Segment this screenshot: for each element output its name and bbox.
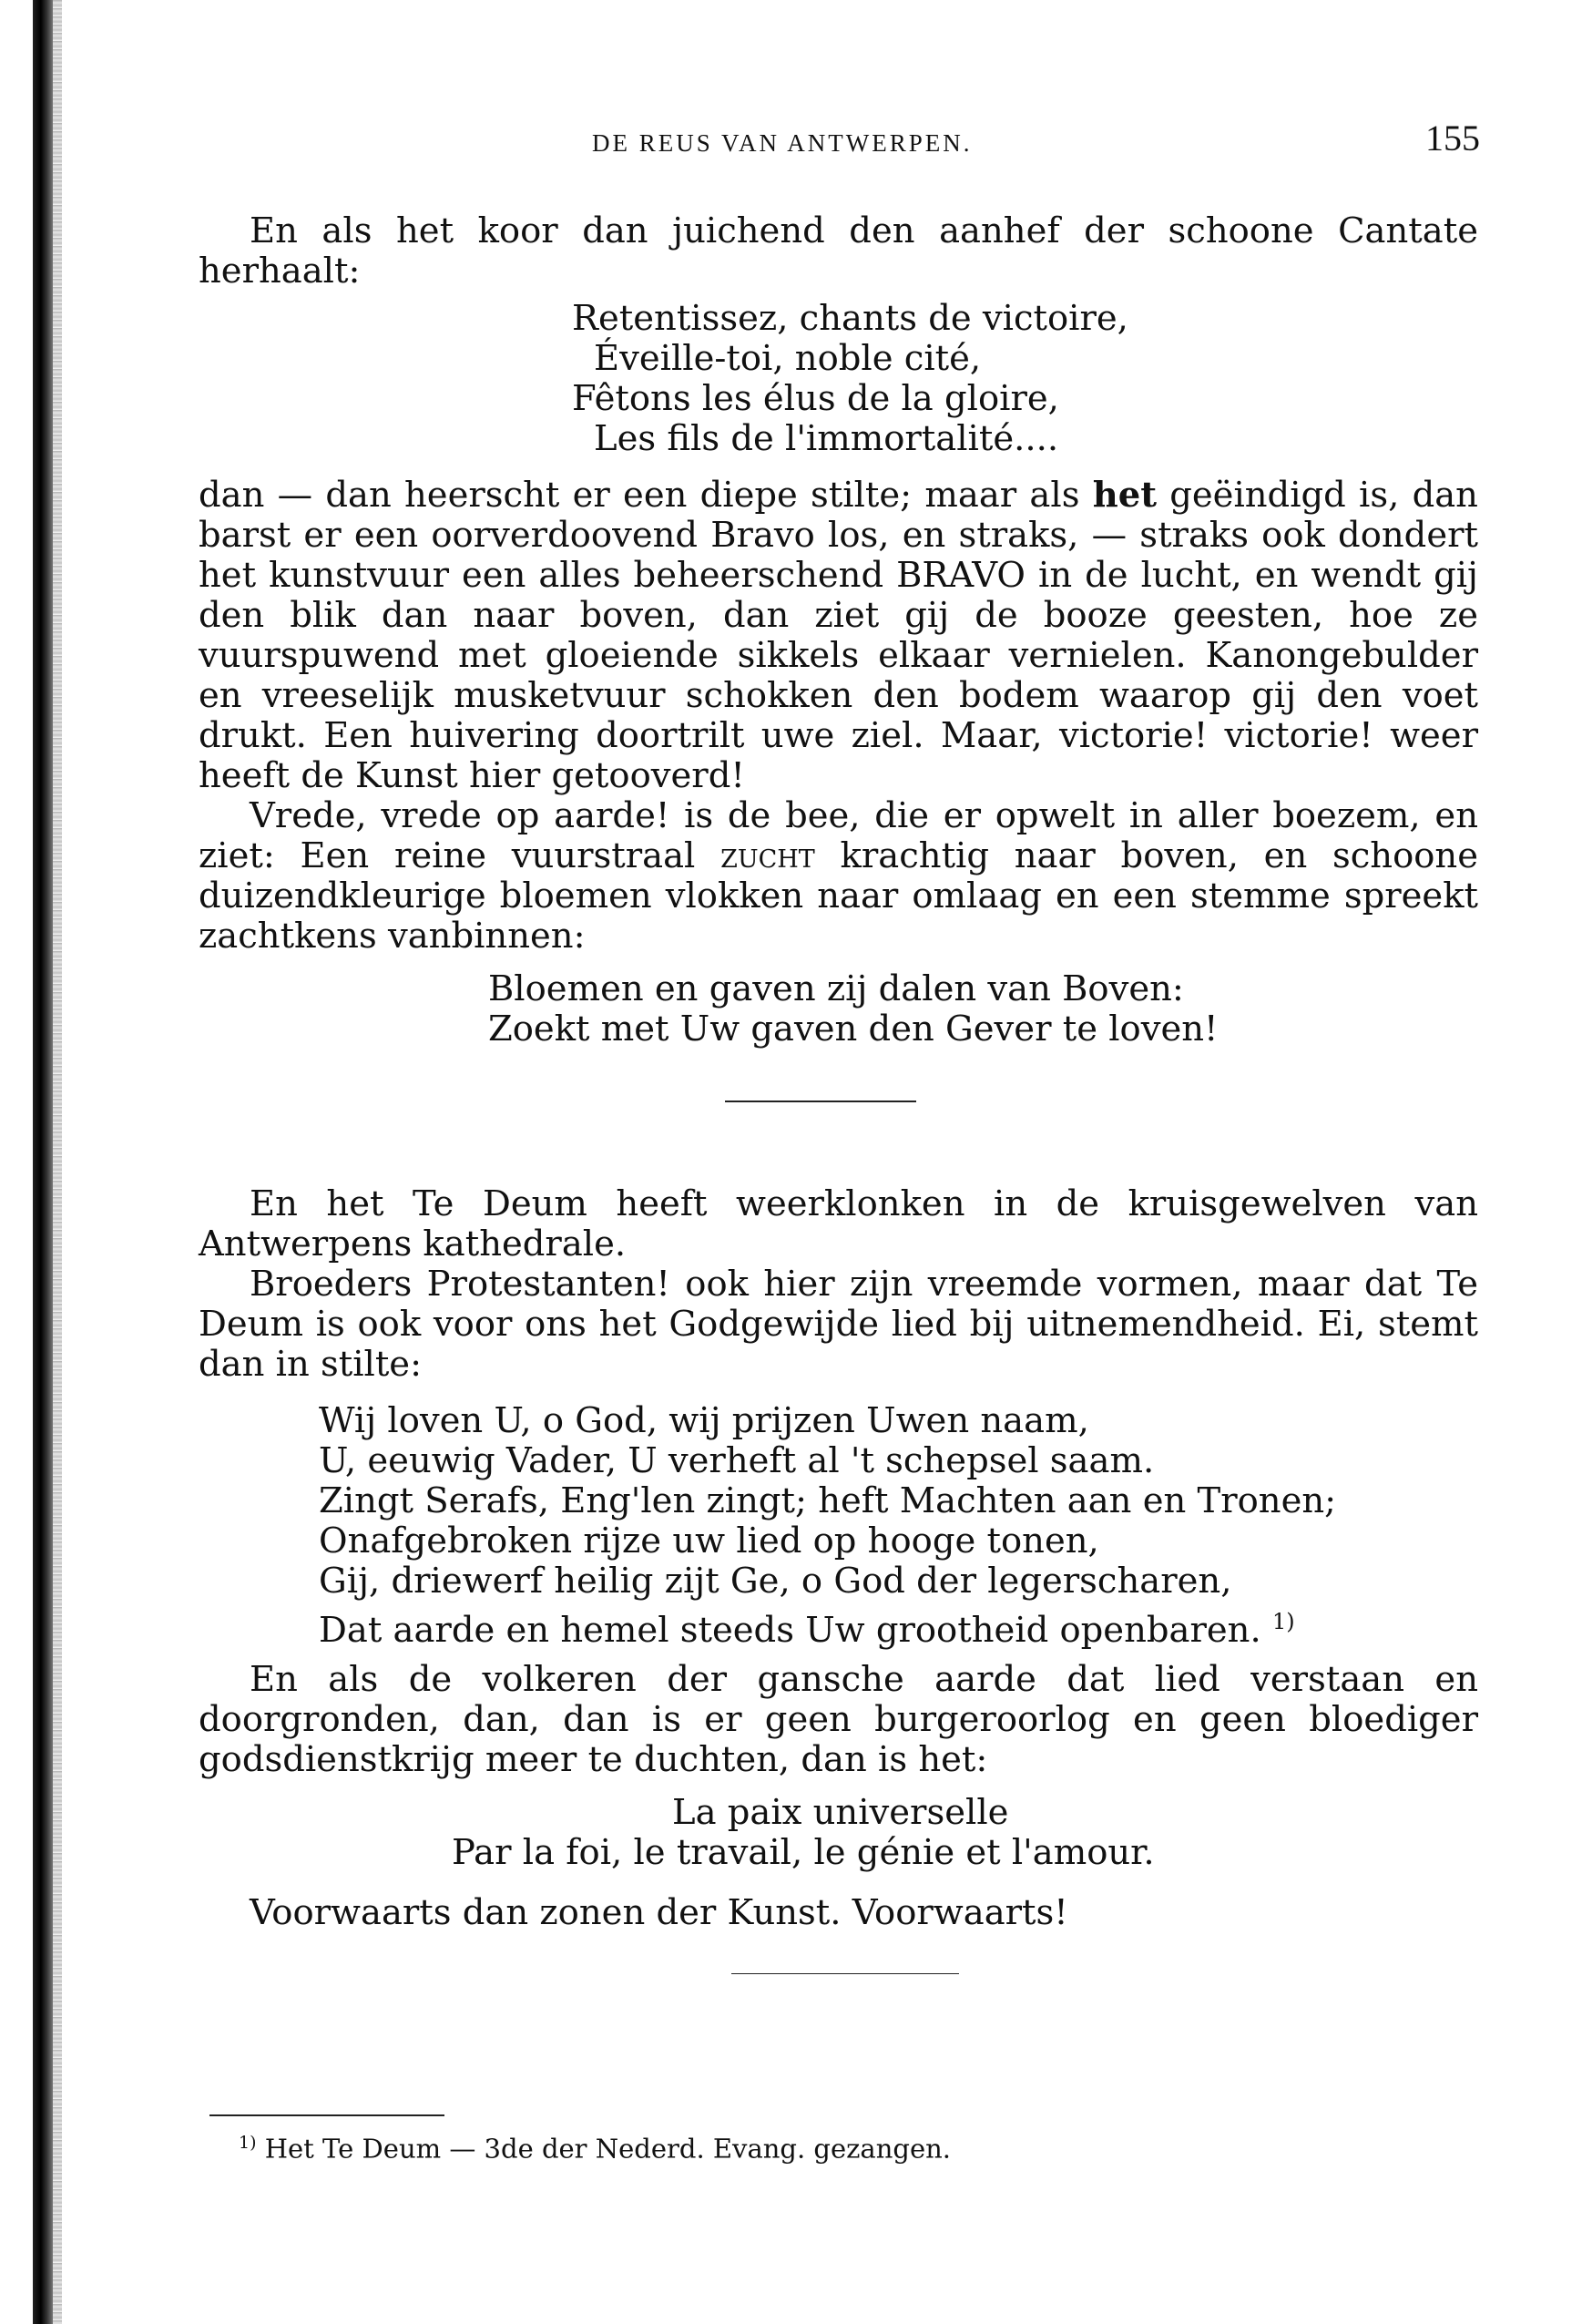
verse-line: Zoekt met Uw gaven den Gever te loven! <box>488 1008 1219 1049</box>
verse-line: Dat aarde en hemel steeds Uw grootheid openbaren. $^{1)}$ <box>319 1609 1295 1651</box>
verse-line: Fêtons les élus de la gloire, <box>572 378 1059 419</box>
footnote-text: Het Te Deum — 3de der Nederd. Evang. gezangen. <box>264 2133 951 2165</box>
page-number: 155 <box>1425 118 1480 159</box>
paragraph-te-deum: En het Te Deum heeft weerklonken in de kruisgewelven van Antwerpens kathedrale. <box>199 1183 1478 1264</box>
verse-line: Gij, driewerf heilig zijt Ge, o God der legerscharen, <box>319 1561 1232 1602</box>
book-spine-shadow <box>33 0 53 2324</box>
footnote-rule <box>209 2114 444 2116</box>
running-title: DE REUS VAN ANTWERPEN. <box>592 129 973 157</box>
page-gutter-edge <box>53 0 62 2324</box>
paragraph-volkeren: En als de volkeren der gansche aarde dat lied verstaan en doorgronden, dan, dan is er geen burgeroorlog en geen bloediger godsdienstkrijg meer te duchten, dan is het: <box>199 1658 1478 1780</box>
closing-divider <box>731 1973 959 1974</box>
verse-line: Bloemen en gaven zij dalen van Boven: <box>488 968 1184 1009</box>
paragraph-voorwaarts: Voorwaarts dan zonen der Kunst. Voorwaarts! <box>250 1891 1068 1933</box>
verse-bloemen <box>488 969 1478 1049</box>
verse-line: U, eeuwig Vader, U verheft al 't schepsel saam. <box>319 1440 1155 1481</box>
verse-line: Zingt Serafs, Eng'len zingt; heft Machten aan en Tronen; <box>319 1480 1337 1521</box>
verse-line: La paix universelle <box>672 1791 1009 1833</box>
verse-line: Retentissez, chants de victoire, <box>572 298 1128 339</box>
verse-wij-loven <box>319 1401 1478 1651</box>
paragraph-vrede: Vrede, vrede op aarde! is de bee, die er opwelt in aller boezem, en ziet: Een reine vuurstraal zucht krachtig naar boven, en schoone duizendkleurige bloemen vlokken naar omlaag en een stemme spreekt zachtkens vanbinnen: <box>199 795 1479 957</box>
footnote <box>239 2133 1240 2165</box>
footnote-reference: 1) <box>1271 1609 1295 1634</box>
verse-line: Éveille-toi, noble cité, <box>594 338 982 379</box>
section-divider <box>725 1101 916 1102</box>
paragraph-cantate: En als het koor dan juichend den aanhef der schoone Cantate herhaalt: <box>199 210 1478 292</box>
verse-line: Par la foi, le travail, le génie et l'amour. <box>452 1831 1155 1873</box>
verse-line: Onafgebroken rijze uw lied op hooge tonen, <box>319 1520 1099 1561</box>
verse-line: Les fils de l'immortalité.... <box>594 418 1059 459</box>
paragraph-bravo: dan — dan heerscht er een diepe stilte; maar als het geëindigd is, dan barst er een oorverdoovend Bravo los, en straks, — straks ook dondert het kunstvuur een alles beheerschend BRAVO in de lucht, en wendt gij den blik dan naar boven, dan ziet gij de booze geesten, hoe ze vuurspuwend met gloeiende sikkels elkaar vernielen. Kanongebulder en vreeselijk musketvuur schokken den bodem waarop gij den voet drukt. Een huivering doortrilt uwe ziel. Maar, victorie! victorie! weer heeft de Kunst hier getooverd! <box>199 475 1478 796</box>
verse-la-paix <box>199 1793 1478 1873</box>
page-body <box>199 211 1478 1974</box>
page-header <box>592 117 1480 171</box>
verse-retentissez <box>572 299 1478 459</box>
verse-line: Wij loven U, o God, wij prijzen Uwen naam, <box>319 1400 1089 1441</box>
footnote-mark: 1) <box>239 2133 257 2153</box>
paragraph-protestanten: Broeders Protestanten! ook hier zijn vreemde vormen, maar dat Te Deum is ook voor ons het Godgewijde lied bij uitnemendheid. Ei, stemt dan in stilte: <box>199 1264 1478 1385</box>
